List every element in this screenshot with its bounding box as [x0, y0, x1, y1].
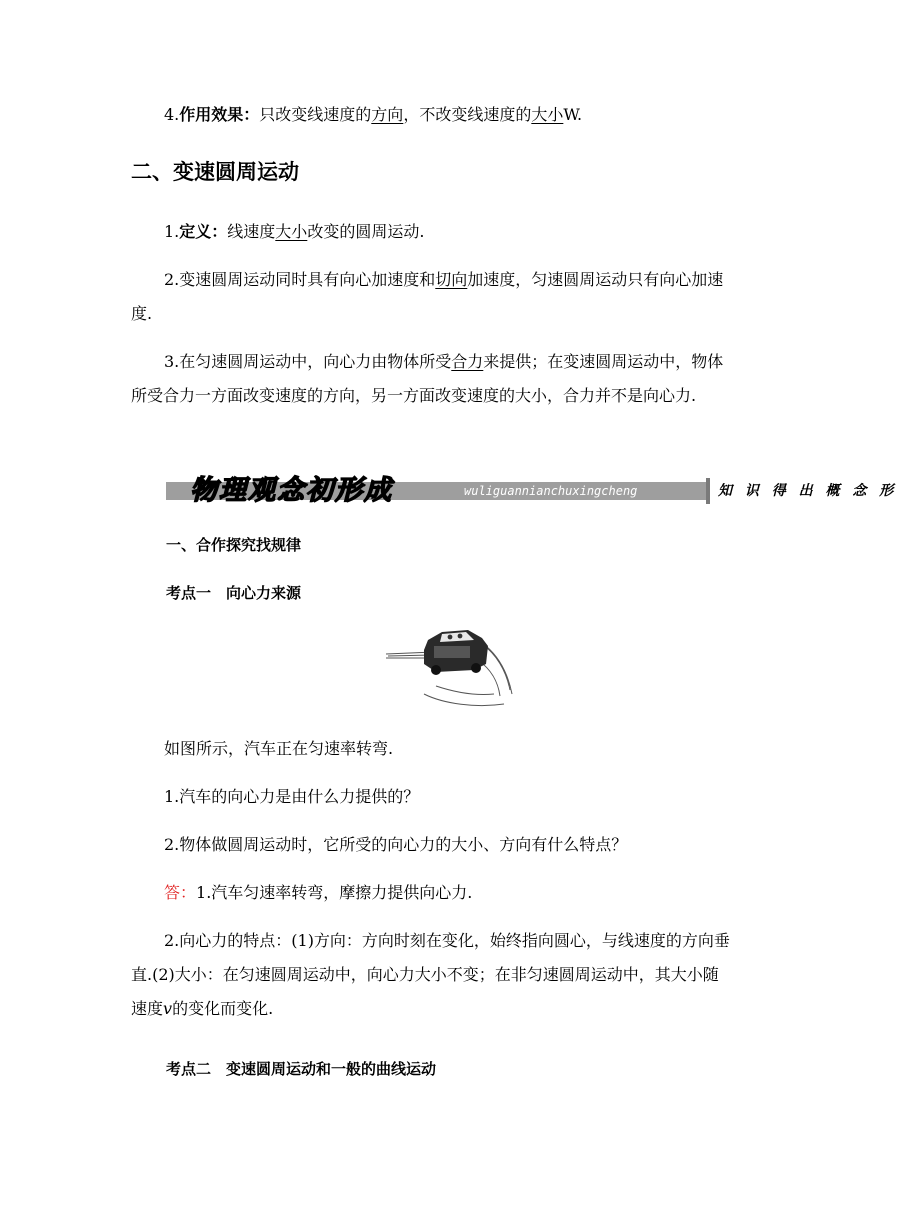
answer-2: [131, 924, 731, 1026]
text: 加速度，匀速圆周运动只有向心加速度.: [131, 270, 724, 323]
term-label: 定义：: [179, 222, 228, 241]
text: 2.变速圆周运动同时具有向心加速度和: [164, 270, 436, 289]
underlined-answer: 大小: [275, 222, 308, 241]
section-banner: [166, 472, 897, 510]
underlined-answer: 合力: [451, 352, 484, 371]
underlined-answer: 方向: [371, 105, 404, 124]
question-1: 1.汽车的向心力是由什么力提供的？: [164, 787, 420, 806]
definition-paragraph: [131, 215, 731, 249]
effect-paragraph: [131, 98, 731, 132]
text: 3.在匀速圆周运动中，向心力由物体所受: [164, 352, 452, 371]
text: 1.汽车匀速率转弯，摩擦力提供向心力.: [196, 883, 473, 902]
banner-title: 物理观念初形成: [190, 475, 393, 506]
velocity-symbol: v: [163, 999, 173, 1018]
underlined-answer: 大小: [531, 105, 564, 124]
subsection-title: 一、合作探究找规律: [166, 536, 302, 554]
point-title: 考点一 向心力来源: [166, 584, 302, 602]
question-2: 2.物体做圆周运动时，它所受的向心力的大小、方向有什么特点？: [164, 835, 628, 854]
figure-caption: 如图所示，汽车正在匀速率转弯.: [164, 739, 394, 758]
text: 来提供；在变速圆周运动中，物体所受合力一方面改变速度的方向，另一方面改变速度的大小，合力并不是向心力.: [131, 352, 724, 405]
force-paragraph: [131, 345, 731, 413]
answer-label: 答：: [164, 883, 197, 902]
text: W.: [563, 105, 583, 124]
text: 的变化而变化.: [172, 999, 274, 1018]
item-number: 1.: [164, 222, 180, 241]
turning-car-figure: [384, 624, 516, 708]
section-title: 二、变速圆周运动: [131, 160, 299, 184]
car-icon: [424, 630, 488, 675]
point-title: 考点二 变速圆周运动和一般的曲线运动: [166, 1060, 437, 1078]
answer-1: [131, 876, 731, 910]
text: 2.向心力的特点：(1)方向：方向时刻在变化，始终指向圆心，与线速度的方向垂直.(2)大小：在匀速圆周运动中，向心力大小不变；在非匀速圆周运动中，其大小随速度: [131, 931, 730, 1018]
text: 线速度: [227, 222, 276, 241]
text: ，不改变线速度的: [403, 105, 532, 124]
text: 改变的圆周运动.: [307, 222, 425, 241]
term-label: 作用效果：: [179, 105, 260, 124]
text: 只改变线速度的: [259, 105, 372, 124]
acceleration-paragraph: [131, 263, 731, 331]
underlined-answer: 切向: [435, 270, 468, 289]
banner-right-box: [706, 478, 897, 504]
banner-right-text: 知 识 得 出 概 念 形: [718, 483, 897, 499]
item-number: 4.: [164, 105, 180, 124]
banner-pinyin: wuliguannianchuxingcheng: [464, 484, 638, 498]
